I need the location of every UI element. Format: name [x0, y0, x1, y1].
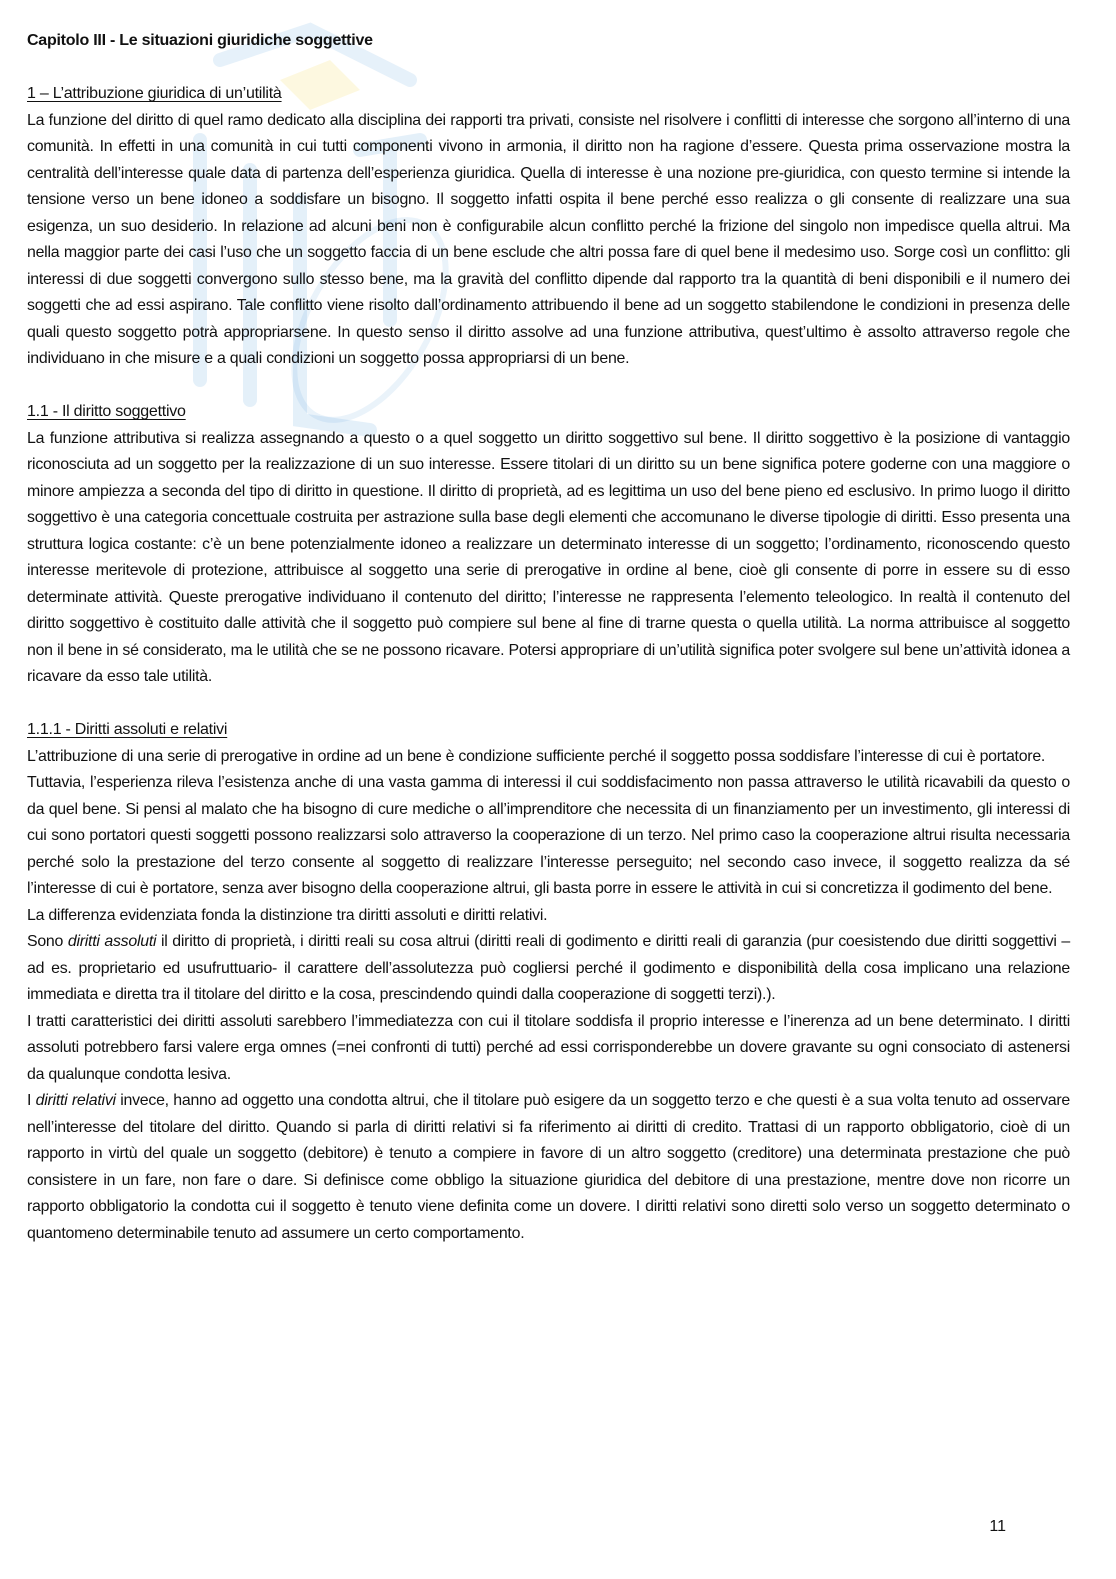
text-run: il diritto di proprietà, i diritti reali su cosa altrui (diritti reali di godimento e diritti reali di garanzia (pur coesistendo due diritti soggettivi – ad es. proprietario ed usufruttuario- il carattere dell’assolutezza può cogliersi perché il godimento e disponibilità della cosa implicano una relazione immediata e diretta tra il titolare del diritto e la cosa, prescindendo quindi dalla cooperazione di soggetti terzi).).	[27, 933, 1070, 1003]
paragraph	[27, 929, 1070, 1009]
text-run: Tuttavia, l’esperienza rileva l’esistenza anche di una vasta gamma di interessi il cui soddisfacimento non passa attraverso le utilità ricavabili da questo o da quel bene. Si pensi al malato che ha bisogno di cure mediche o all’imprenditore che necessita di un finanziamento per un investimento, gli interessi di cui sono portatori questi soggetti possono realizzarsi solo attraverso la cooperazione di un terzo. Nel primo caso la cooperazione altrui risulta necessaria perché solo la prestazione del terzo consente al soggetto di realizzare l’interesse perseguito; nel secondo caso invece, il soggetto realizza da sé l’interesse di cui è portatore, senza aver bisogno della cooperazione altrui, gli basta porre in essere le attività in cui si concretizza il godimento del bene.	[27, 774, 1070, 897]
paragraph	[27, 1088, 1070, 1247]
section-heading: 1.1.1 - Diritti assoluti e relativi	[27, 721, 228, 738]
text-run: La funzione attributiva si realizza assegnando a questo o a quel soggetto un diritto soggettivo sul bene. Il diritto soggettivo è la posizione di vantaggio riconosciuta ad un soggetto per la realizzazione di un suo interesse. Essere titolari di un diritto su un bene significa potere goderne con una maggiore o minore ampiezza a seconda del tipo di diritto in questione. Il diritto di proprietà, ad es legittima un uso del bene pieno ed esclusivo. In primo luogo il diritto soggettivo è una categoria concettuale costruita per astrazione sulla base degli elementi che accomunano le diverse tipologie di diritti. Esso presenta una struttura logica costante: c’è un bene potenzialmente idoneo a realizzare un determinato interesse di un soggetto; l’ordinamento, riconoscendo questo interesse meritevole di protezione, attribuisce al soggetto una serie di prerogative in ordine al bene, cioè gli consente di porre in essere su di esso determinate attività. Queste prerogative individuano il contenuto del diritto; l’interesse ne rappresenta l’elemento teleologico. In realtà il contenuto del diritto soggettivo è costituito dalle attività che il soggetto può compiere sul bene al fine di trarne questa o quella utilità. La norma attribuisce al soggetto non il bene in sé considerato, ma le utilità che se ne possono ricavare. Potersi appropriare di un’utilità significa poter svolgere sul bene un’attività idonea a ricavare da esso tale utilità.	[27, 429, 1070, 685]
paragraph	[27, 426, 1070, 691]
paragraph	[27, 108, 1070, 373]
text-run: La differenza evidenziata fonda la distinzione tra diritti assoluti e diritti relativi.	[27, 906, 548, 924]
section-heading: 1 – L’attribuzione giuridica di un’utilità	[27, 85, 282, 102]
text-run: Sono	[27, 933, 68, 950]
section	[27, 81, 1070, 373]
paragraph	[27, 770, 1070, 903]
document-page	[27, 28, 1070, 1274]
sections-container	[27, 81, 1070, 1247]
chapter-title: Capitolo III - Le situazioni giuridiche soggettive	[27, 32, 373, 49]
text-run: invece, hanno ad oggetto una condotta altrui, che il titolare può esigere da un soggetto terzo e che questi è a sua volta tenuto ad osservare nell’interesse del titolare del diritto. Quando si parla di diritti relativi si fa riferimento ai diritti di credito. Trattasi di un rapporto obbligatorio, cioè di un rapporto in virtù del quale un soggetto (debitore) è tenuto a compiere in favore di un altro soggetto (creditore) una determinata prestazione che può consistere in un fare, non fare o dare. Si definisce come obbligo la situazione giuridica del debitore di una prestazione, mentre dove non ricorre un rapporto obbligatorio la condotta cui il soggetto è tenuto viene definita come un dovere. I diritti relativi sono diretti solo verso un soggetto determinato o quantomeno determinabile tenuto ad assumere un certo comportamento.	[27, 1092, 1070, 1242]
italic-term: diritti relativi	[35, 1092, 116, 1109]
section	[27, 399, 1070, 691]
page-number: 11	[989, 1518, 1006, 1535]
italic-term: diritti assoluti	[67, 933, 157, 950]
paragraph	[27, 1009, 1070, 1089]
paragraph	[27, 903, 1070, 930]
text-run: L’attribuzione di una serie di prerogative in ordine ad un bene è condizione sufficiente perché il soggetto possa soddisfare l’interesse di cui è portatore.	[27, 747, 1046, 765]
text-run: I	[27, 1092, 36, 1109]
text-run: I tratti caratteristici dei diritti assoluti sarebbero l’immediatezza con cui il titolare soddisfa il proprio interesse e l’inerenza ad un bene determinato. I diritti assoluti potrebbero farsi valere erga omnes (=nei confronti di tutti) perché ad essi corrisponderebbe un dovere gravante su ogni consociato di astenersi da qualunque condotta lesiva.	[27, 1012, 1070, 1083]
section	[27, 717, 1070, 1247]
text-run: La funzione del diritto di quel ramo dedicato alla disciplina dei rapporti tra privati, consiste nel risolvere i conflitti di interesse che sorgono all’interno di una comunità. In effetti in una comunità in cui tutti componenti vivono in armonia, il diritto non ha ragione d’essere. Questa prima osservazione mostra la centralità dell’interesse quale data di partenza dell’esperienza giuridica. Quella di interesse è una nozione pre-giuridica, con questo termine si intende la tensione verso un bene idoneo a soddisfare un bisogno. Il soggetto infatti ospita il bene perché esso realizza o gli consente di realizzare una sua esigenza, un suo desiderio. In relazione ad alcuni beni non è configurabile alcun conflitto perché la frizione del singolo non impedisce quella altrui. Ma nella maggior parte dei casi l’uso che un soggetto faccia di un bene esclude che altri possa fare di quel bene il medesimo uso. Sorge così un conflitto: gli interessi di due soggetti convergono sullo stesso bene, ma la gravità del conflitto dipende dal rapporto tra la quantità di beni disponibili e il numero dei soggetti che ad essi aspirano. Tale conflitto viene risolto dall’ordinamento attribuendo il bene ad un soggetto stabilendone le condizioni in presenza delle quali questo soggetto potrà appropriarsene. In questo senso il diritto assolve ad una funzione attributiva, quest’ultimo è assolto attraverso regole che individuano in che misure e a quali condizioni un soggetto possa appropriarsi di un bene.	[27, 111, 1070, 367]
paragraph	[27, 744, 1070, 771]
section-heading: 1.1 - Il diritto soggettivo	[27, 403, 186, 420]
